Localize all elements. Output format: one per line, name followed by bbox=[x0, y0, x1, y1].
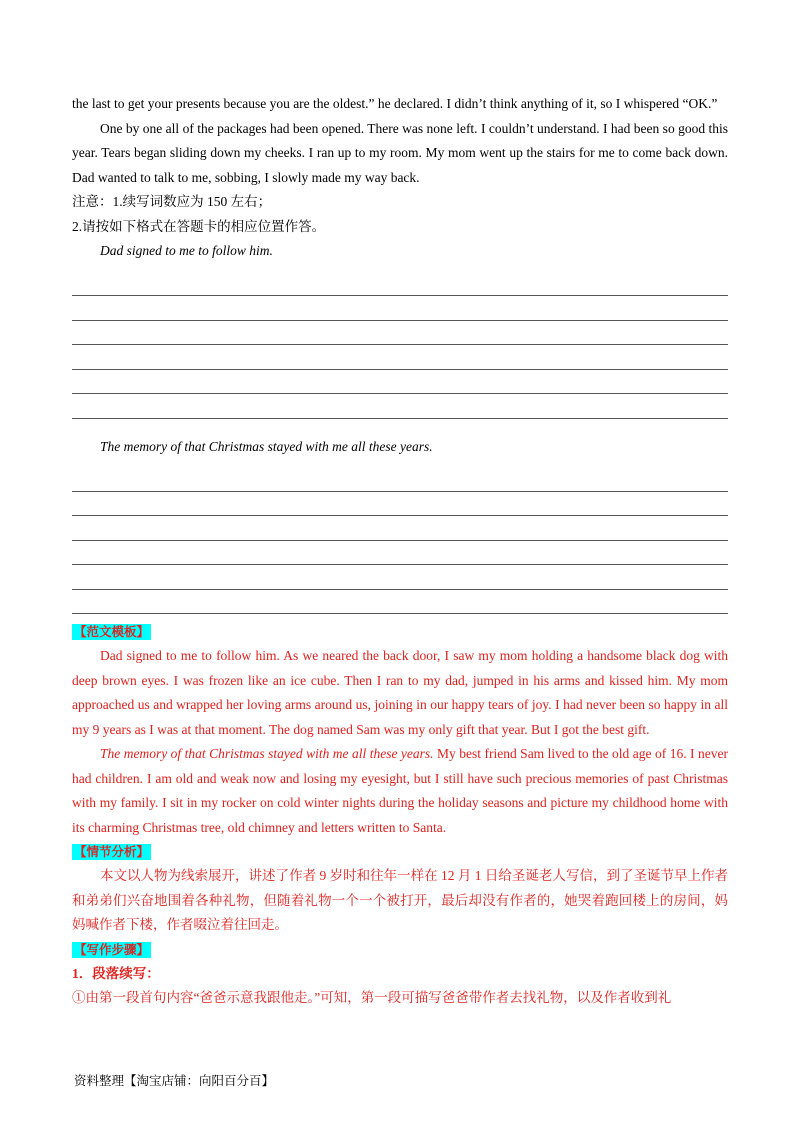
answer-lines-2 bbox=[72, 467, 728, 614]
answer-line bbox=[72, 272, 728, 297]
document-body bbox=[72, 92, 728, 1011]
sample-paragraph-1: Dad signed to me to follow him. As we neared the back door, I saw my mom holding a handsome black dog with deep brown eyes. I was frozen like an ice cube. Then I ran to my dad, jumped in his arms and kissed him. My mom approached us and wrapped her loving arms around us, joining in our happy tears of joy. I had never been so happy in all my 9 years as I was at that moment. The dog named Sam was my only gift that year. But I got the best gift. bbox=[72, 648, 728, 737]
answer-line bbox=[72, 345, 728, 370]
answer-line bbox=[72, 516, 728, 541]
answer-line bbox=[72, 296, 728, 321]
answer-lines-1 bbox=[72, 272, 728, 419]
prompt-second: The memory of that Christmas stayed with me all these years. bbox=[100, 438, 433, 454]
sample-label: 【范文模板】 bbox=[74, 625, 150, 639]
sample-paragraph-2-text: My best friend Sam lived to the old age of 16. I never had children. I am old and weak now and losing my eyesight, but I still have such precious memories of past Christmas with my family. I sit in my rocker on cold winter nights during the holiday seasons and picture my childhood home with its charming Christmas tree, old chimney and letters written to Santa. bbox=[72, 746, 728, 835]
answer-line bbox=[72, 321, 728, 346]
answer-line bbox=[72, 467, 728, 492]
story-paragraph-1: the last to get your presents because you are the oldest.” he declared. I didn’t think anything of it, so I whispered “OK.” bbox=[72, 96, 718, 111]
steps-item-1: ①由第一段首句内容“爸爸示意我跟他走。”可知，第一段可描写爸爸带作者去找礼物，以及作者收到礼 bbox=[72, 990, 672, 1005]
analysis-label: 【情节分析】 bbox=[74, 845, 150, 859]
sample-paragraph-2 bbox=[72, 742, 728, 840]
answer-line bbox=[72, 370, 728, 395]
prompt-first: Dad signed to me to follow him. bbox=[100, 243, 273, 258]
steps-label: 【写作步骤】 bbox=[74, 942, 150, 957]
answer-line bbox=[72, 394, 728, 419]
answer-line bbox=[72, 565, 728, 590]
note-line-2: 2.请按如下格式在答题卡的相应位置作答。 bbox=[72, 218, 326, 234]
story-paragraph-2: One by one all of the packages had been opened. There was none left. I couldn’t understand. I had been so good this year. Tears began sliding down my cheeks. I ran up to my room. My mom went up the stairs for me to come back down. Dad wanted to talk to me, sobbing, I slowly made my way back. bbox=[72, 120, 728, 185]
steps-heading: 1．段落续写： bbox=[72, 965, 160, 981]
note-line-1: 注意：1.续写词数应为 150 左右； bbox=[72, 194, 272, 209]
answer-line bbox=[72, 541, 728, 566]
answer-line bbox=[72, 492, 728, 517]
analysis-text: 本文以人物为线索展开，讲述了作者 9 岁时和往年一样在 12 月 1 日给圣诞老人写信，到了圣诞节早上作者和弟弟们兴奋地围着各种礼物，但随着礼物一个一个被打开，最后却没有作者的，她哭着跑回楼上的房间，妈妈喊作者下楼，作者啜泣着往回走。 bbox=[72, 868, 728, 932]
sample-prompt: The memory of that Christmas stayed with me all these years. bbox=[100, 746, 434, 761]
page-footer: 资料整理【淘宝店铺：向阳百分百】 bbox=[74, 1073, 275, 1088]
answer-line bbox=[72, 590, 728, 615]
